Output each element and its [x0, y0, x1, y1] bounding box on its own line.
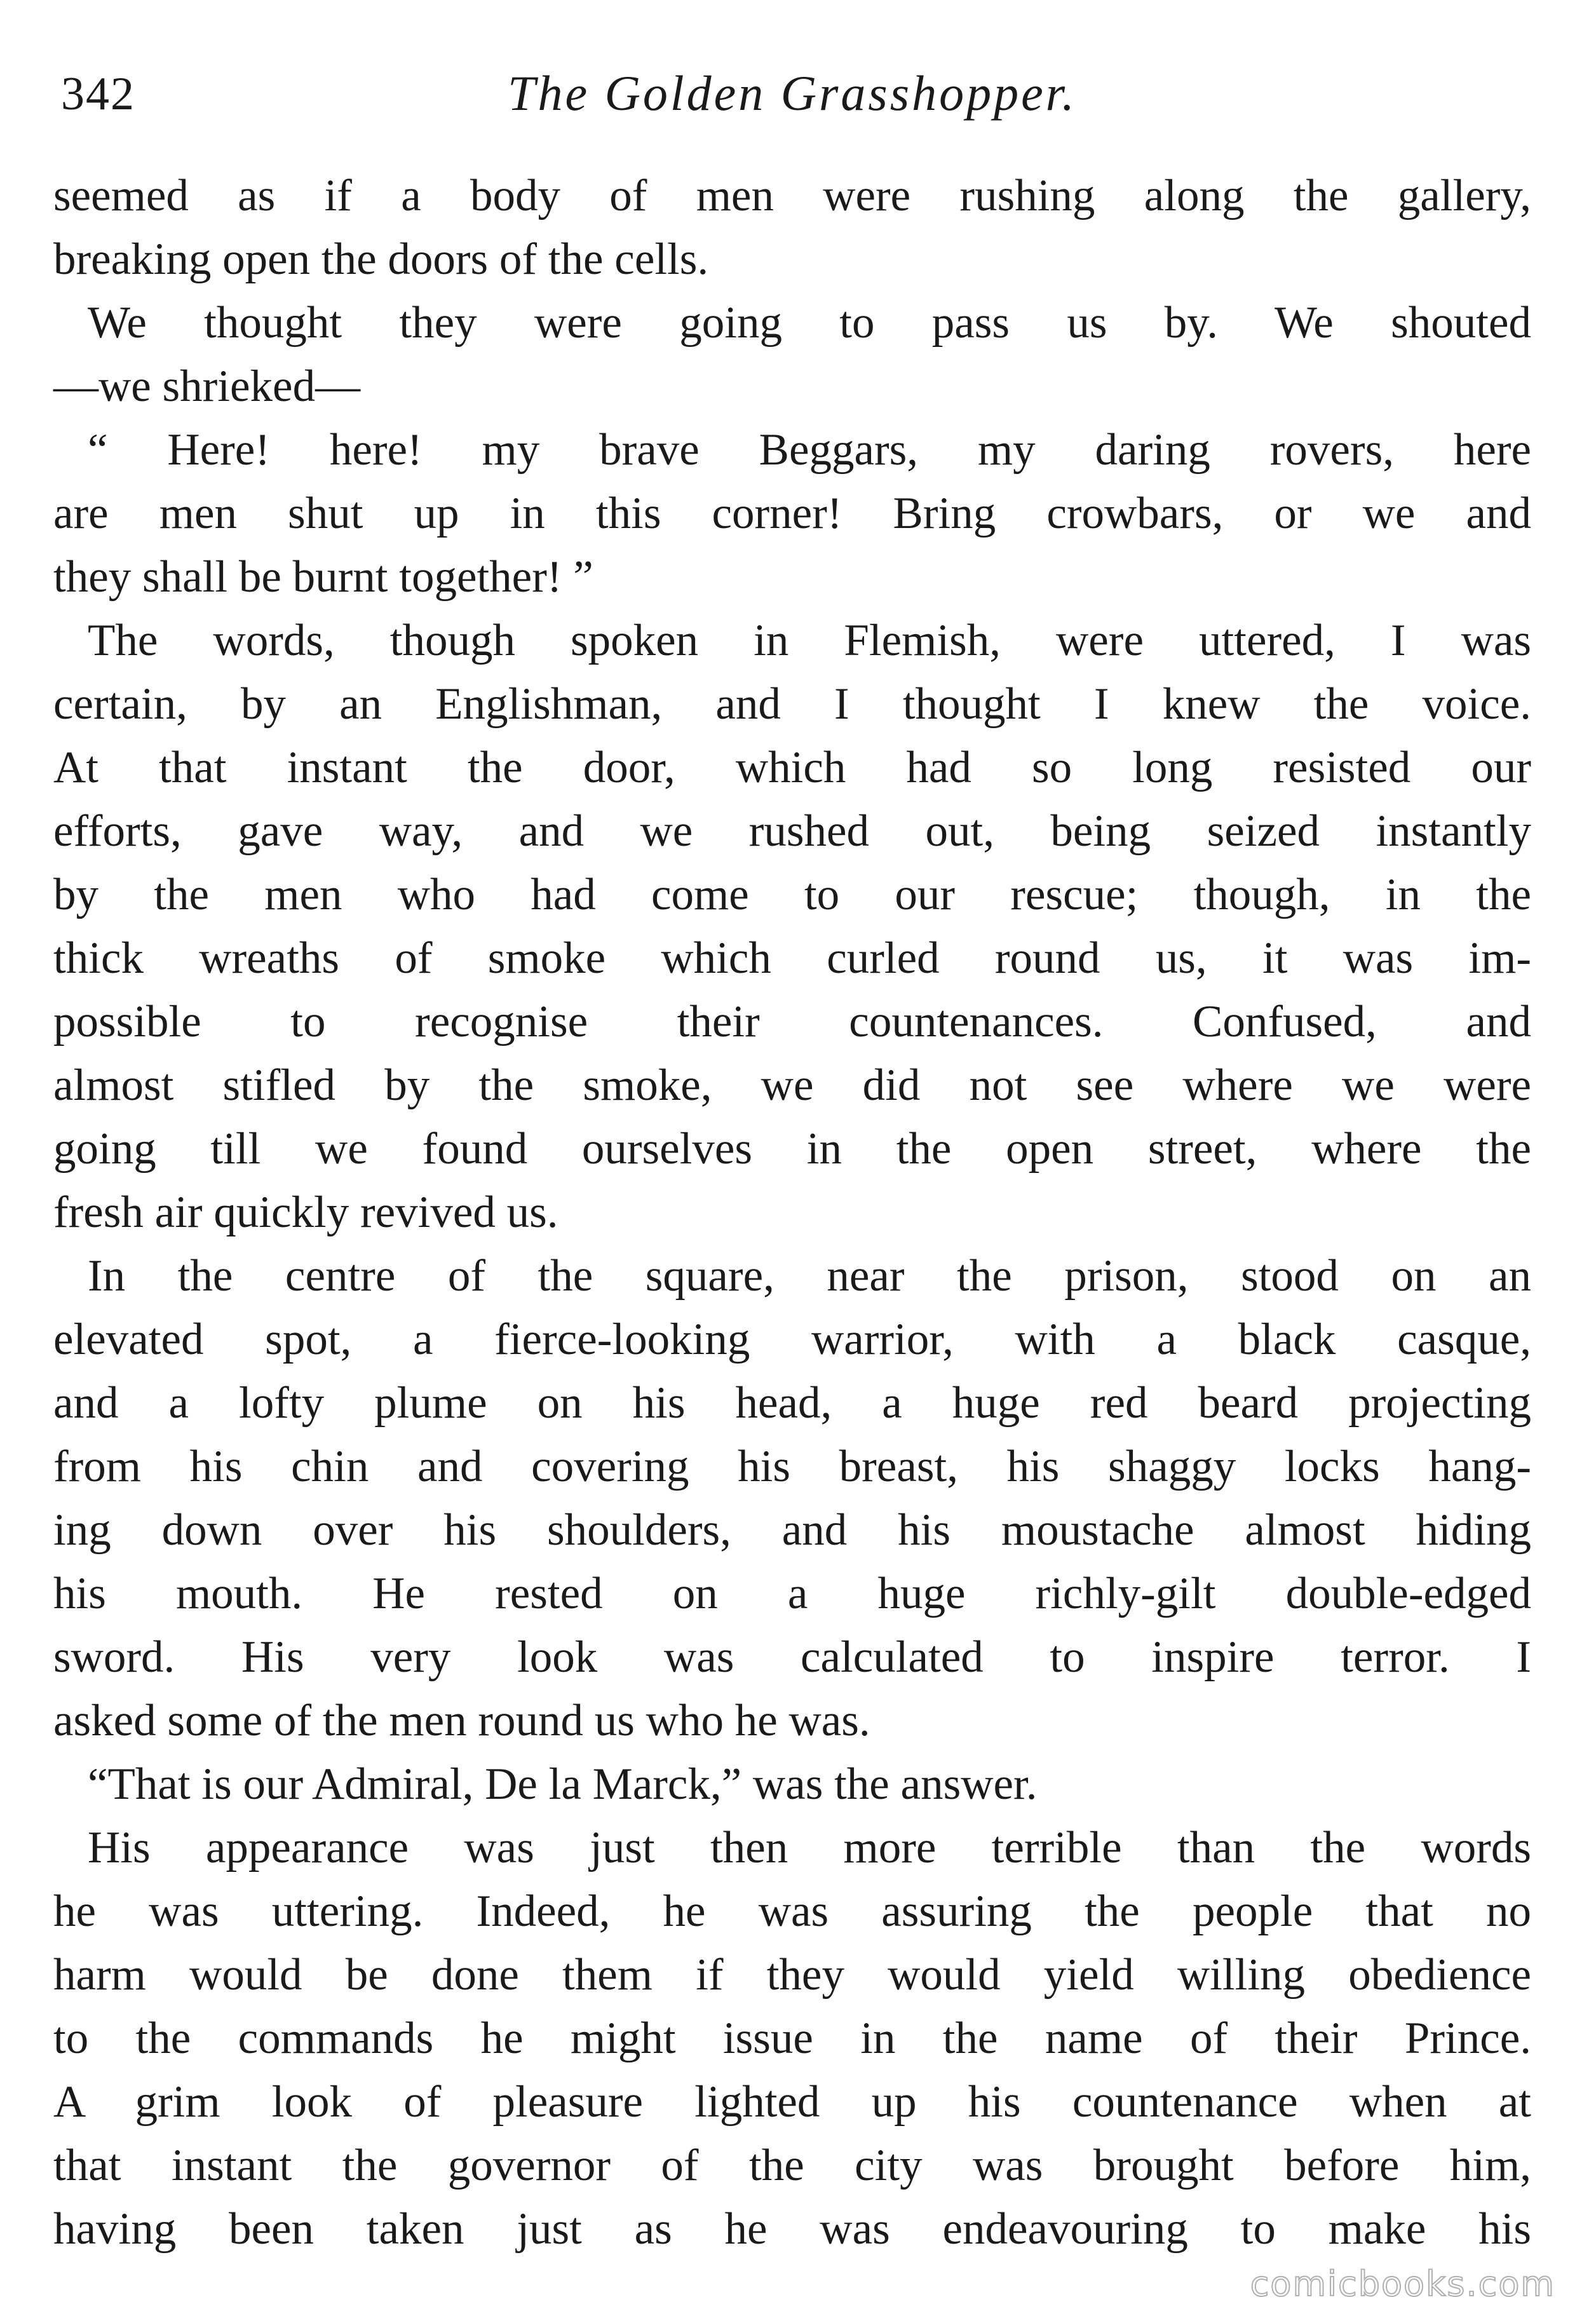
text-line: and a lofty plume on his head, a huge red beard projecting: [53, 1378, 1531, 1428]
text-line: having been taken just as he was endeavouring to make his: [53, 2204, 1531, 2254]
text-line: ing down over his shoulders, and his moustache almost hiding: [53, 1505, 1531, 1555]
text-line: his mouth. He rested on a huge richly-gilt double-edged: [53, 1569, 1531, 1618]
text-line: A grim look of pleasure lighted up his countenance when at: [53, 2077, 1531, 2127]
text-line: —we shrieked—: [53, 362, 361, 411]
text-line: thick wreaths of smoke which curled round us, it was im-: [53, 933, 1531, 983]
text-line: seemed as if a body of men were rushing along the gallery,: [53, 171, 1531, 220]
text-line: harm would be done them if they would yield willing obedience: [53, 1950, 1531, 2000]
text-line: possible to recognise their countenances. Confused, and: [53, 997, 1531, 1046]
text-line: “ Here! here! my brave Beggars, my daring rovers, here: [88, 425, 1531, 475]
text-line: from his chin and covering his breast, his shaggy locks hang-: [53, 1442, 1531, 1491]
text-line: he was uttering. Indeed, he was assuring the people that no: [53, 1886, 1531, 1936]
book-page: [53, 57, 1531, 2261]
text-line: “That is our Admiral, De la Marck,” was the answer.: [88, 1759, 1038, 1809]
text-line: sword. His very look was calculated to inspire terror. I: [53, 1632, 1531, 1682]
text-line: almost stifled by the smoke, we did not see where we were: [53, 1060, 1531, 1110]
text-line: At that instant the door, which had so long resisted our: [53, 743, 1531, 792]
text-line: The words, though spoken in Flemish, were uttered, I was: [88, 616, 1531, 665]
watermark: comicbooks.com: [1250, 2264, 1555, 2304]
text-line: certain, by an Englishman, and I thought I knew the voice.: [53, 679, 1531, 729]
text-line: efforts, gave way, and we rushed out, being seized instantly: [53, 806, 1531, 856]
running-title: The Golden Grasshopper.: [508, 65, 1077, 121]
body-text: [53, 164, 1531, 2261]
text-line: asked some of the men round us who he was.: [53, 1696, 870, 1745]
text-line: going till we found ourselves in the open street, where the: [53, 1124, 1531, 1174]
text-line: fresh air quickly revived us.: [53, 1188, 558, 1237]
text-line: to the commands he might issue in the name of their Prince.: [53, 2014, 1531, 2063]
text-line: We thought they were going to pass us by. We shouted: [88, 298, 1531, 348]
text-line: elevated spot, a fierce-looking warrior, with a black casque,: [53, 1315, 1531, 1364]
text-line: are men shut up in this corner! Bring crowbars, or we and: [53, 489, 1531, 538]
text-line: they shall be burnt together! ”: [53, 552, 593, 602]
text-line: His appearance was just then more terrible than the words: [88, 1823, 1531, 1873]
text-line: breaking open the doors of the cells.: [53, 234, 709, 284]
text-line: In the centre of the square, near the prison, stood on an: [88, 1251, 1531, 1301]
text-line: that instant the governor of the city was brought before him,: [53, 2141, 1531, 2190]
text-line: by the men who had come to our rescue; though, in the: [53, 870, 1531, 919]
page-number: 342: [61, 68, 135, 120]
page-header: [53, 57, 1531, 152]
